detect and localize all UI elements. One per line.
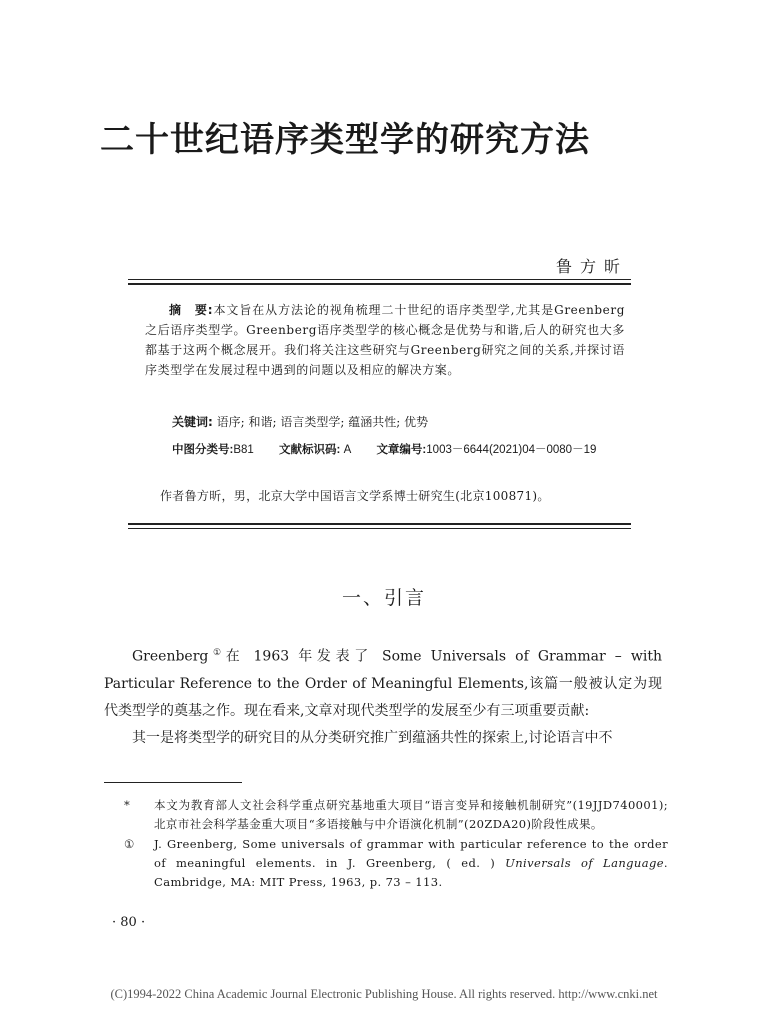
body-paragraph-1: [104, 640, 662, 725]
author-info: 作者鲁方昕，男，北京大学中国语言文学系博士研究生(北京100871)。: [160, 489, 550, 503]
abstract-bottom-rule-thick: [128, 523, 631, 525]
abstract-text: 本文旨在从方法论的视角梳理二十世纪的语序类型学,尤其是Greenberg之后语序类型学。Greenberg语序类型学的核心概念是优势与和谐,后人的研究也大多都基于这两个概念展开。我们将关注这些研究与Greenberg研究之间的关系,并探讨语序类型学在发展过程中遇到的问题以及相应的解决方案。: [145, 303, 626, 377]
clc-value: B81: [233, 444, 254, 456]
copyright-notice: (C)1994-2022 China Academic Journal Electronic Publishing House. All rights reserved. http://www.cnki.net: [110, 987, 658, 1001]
footnote-text-part: J. Greenberg, Some universals of grammar with particular reference to the order of meaningful elements. in J. Greenberg, ( ed. ): [154, 837, 668, 870]
abstract: [145, 300, 625, 380]
article-number-value: 1003－6644(2021)04－0080－19: [426, 444, 597, 456]
page-number: · 80 ·: [112, 915, 146, 930]
footnote-ref: ①: [208, 648, 226, 658]
keywords-text: 语序; 和谐; 语言类型学; 蕴涵共性; 优势: [216, 415, 429, 429]
footnote-funding: [120, 796, 668, 834]
footnote-text: 本文为教育部人文社会科学重点研究基地重大项目“语言变异和接触机制研究”(19JJD740001); 北京市社会科学基金重大项目“多语接触与中介语演化机制”(20ZDA20)阶段性成果。: [154, 798, 668, 831]
article-title: 二十世纪语序类型学的研究方法: [100, 120, 590, 160]
article-number-label: 文章编号:: [376, 444, 427, 456]
body-p1-start: Greenberg: [132, 648, 209, 665]
abstract-top-rule-thick: [128, 283, 631, 285]
footnote-book-title: Universals of Language: [505, 856, 664, 870]
keywords: [172, 413, 428, 430]
classification-line: [172, 441, 618, 457]
author-name: 鲁方昕: [555, 257, 628, 276]
section-heading: 一、引言: [341, 587, 426, 609]
clc-label: 中图分类号:: [172, 444, 234, 456]
footnote-rule: [104, 782, 242, 783]
keywords-label: 关键词:: [172, 415, 213, 429]
footnote-mark: *: [124, 798, 131, 812]
abstract-bottom-rule-thin: [128, 528, 631, 529]
footnote-1: [120, 835, 668, 892]
body-p1-rest: 在 1963 年发表了 Some Universals of Grammar – with Particular Reference to the Order of Meaningful Elements,该篇一般被认定为现代类型学的奠基之作。现在看来,文章对现代类型学的发展至少有三项重要贡献:: [104, 648, 662, 719]
footnote-mark: ①: [124, 837, 135, 851]
footnotes: [120, 796, 668, 893]
doc-code-value: A: [343, 444, 352, 456]
footnote-text-part: . Cambridge, MA: MIT Press, 1963, p. 73 – 113.: [154, 856, 668, 889]
doc-code-label: 文献标识码:: [279, 444, 341, 456]
body-text: [104, 640, 662, 752]
abstract-top-rule-thin: [128, 279, 631, 280]
abstract-label: 摘 要:: [169, 303, 214, 317]
body-paragraph-2: 其一是将类型学的研究目的从分类研究推广到蕴涵共性的探索上,讨论语言中不: [132, 729, 613, 746]
